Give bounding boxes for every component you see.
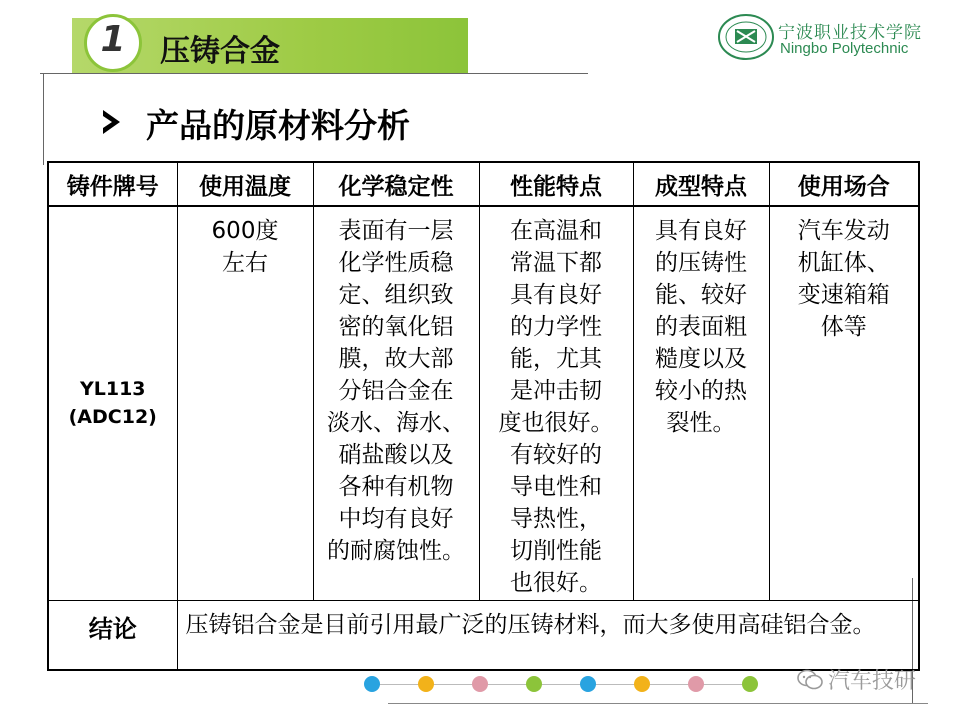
cell-grade: YL113 (ADC12) [48, 206, 177, 600]
material-analysis-table [47, 161, 920, 671]
cell-forming-text: 具有良好 的压铸性 能、较好 的表面粗 糙度以及 较小的热 裂性。 [655, 218, 747, 436]
column-header: 使用温度 [177, 162, 313, 206]
watermark-text: 汽车技研 [828, 669, 917, 694]
decorative-dot [580, 676, 596, 692]
column-header: 使用场合 [769, 162, 919, 206]
decorative-dots [364, 676, 784, 696]
divider-top [40, 73, 588, 74]
wechat-icon [796, 668, 824, 692]
decorative-dot [634, 676, 650, 692]
decorative-dot [472, 676, 488, 692]
cell-application-text: 汽车发动 机缸体、 变速箱箱 体等 [797, 218, 890, 340]
column-header: 成型特点 [633, 162, 769, 206]
conclusion-text: 压铸铝合金是目前引用最广泛的压铸材料，而大多使用高硅铝合金。 [177, 600, 919, 670]
divider-left [43, 73, 44, 165]
cell-chemical-stability [313, 206, 479, 600]
column-header: 化学稳定性 [313, 162, 479, 206]
slide-subtitle: 产品的原材料分析 [146, 106, 410, 145]
table-row [48, 206, 919, 600]
conclusion-row [48, 600, 919, 670]
divider-bottom [388, 703, 928, 704]
cell-performance-text: 在高温和 常温下都 具有良好 的力学性 能，尤其 是冲击韧 度也很好。 有较好的 导电性和 导热性， 切削性能 也很好。 [498, 218, 614, 596]
decorative-dot [418, 676, 434, 692]
cell-forming [633, 206, 769, 600]
decorative-dot [688, 676, 704, 692]
column-header: 铸件牌号 [48, 162, 177, 206]
school-logo-icon [716, 12, 776, 62]
school-name-cn: 宁波职业技术学院 [778, 23, 922, 43]
decorative-dot [742, 676, 758, 692]
cell-chemical-stability-text: 表面有一层 化学性质稳 定、组织致 密的氧化铝 膜，故大部 分铝合金在 淡水、海水、 硝盐酸以及 各种有机物 中均有良好 的耐腐蚀性。 [327, 218, 465, 564]
section-number: 1 [100, 19, 126, 60]
cell-application [769, 206, 919, 600]
arrow-bullet-icon [100, 104, 124, 140]
column-header: 性能特点 [479, 162, 633, 206]
school-name-en: Ningbo Polytechnic [780, 40, 909, 57]
decorative-dot [526, 676, 542, 692]
cell-performance [479, 206, 633, 600]
cell-temperature-text: 600度 左右 [211, 218, 279, 276]
section-number-badge [84, 14, 142, 72]
section-title: 压铸合金 [160, 34, 280, 69]
cell-temperature [177, 206, 313, 600]
decorative-dot [364, 676, 380, 692]
table-header-row [48, 162, 919, 206]
conclusion-label: 结论 [48, 600, 177, 670]
